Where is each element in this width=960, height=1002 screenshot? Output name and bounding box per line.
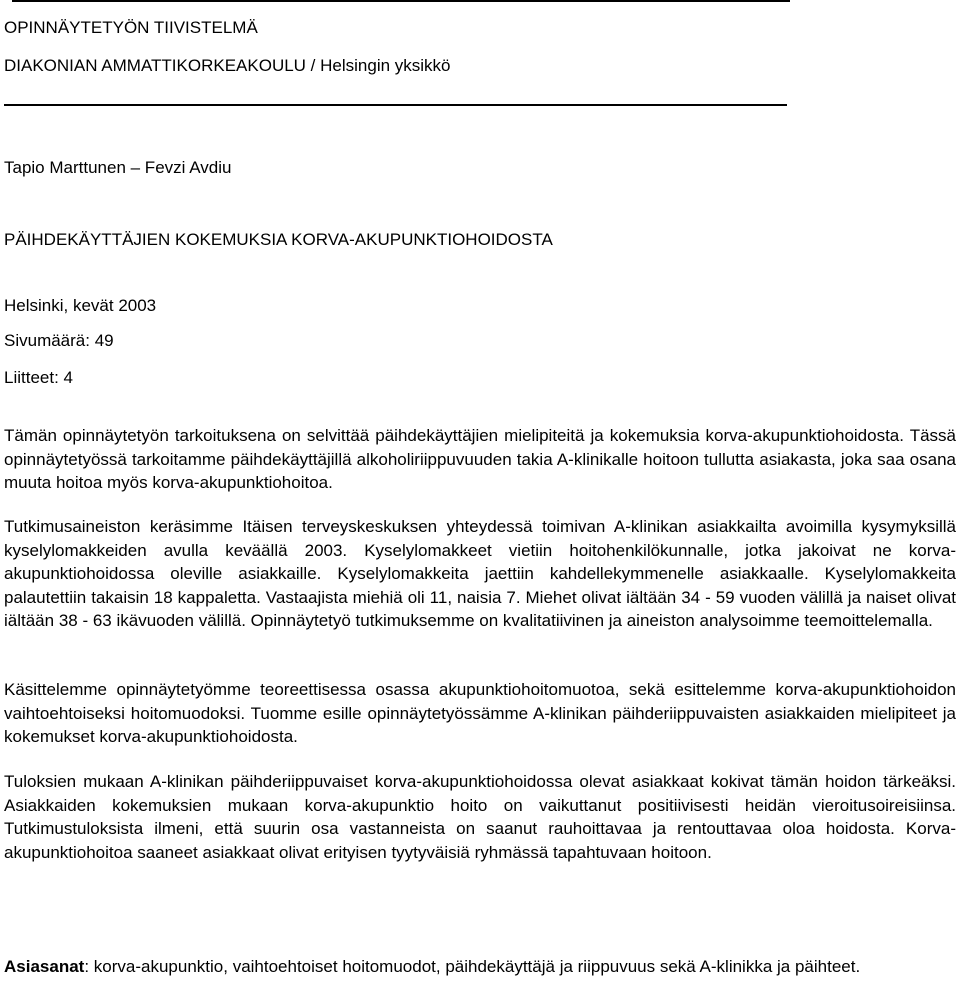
abstract-paragraph-purpose: Tämän opinnäytetyön tarkoituksena on selvittää päihdekäyttäjien mielipiteitä ja kokemuksia korva-akupunktiohoidosta. Tässä opinnäytetyössä tarkoitamme päihdekäyttäjillä alkoholiriippuvuuden takia A-klinikalle hoitoon tullutta asiakasta, joka saa osana muuta hoitoa myös korva-akupunktiohoitoa. <box>4 426 956 492</box>
keywords-separator: : <box>84 957 90 976</box>
top-rule <box>12 0 790 2</box>
keywords-text: korva-akupunktio, vaihtoehtoiset hoitomuodot, päihdekäyttäjä ja riippuvuus sekä A-klinikka ja päihteet. <box>89 957 861 976</box>
thesis-title: PÄIHDEKÄYTTÄJIEN KOKEMUKSIA KORVA-AKUPUNKTIOHOIDOSTA <box>4 230 553 249</box>
abstract-paragraph-theory: Käsittelemme opinnäytetyömme teoreettisessa osassa akupunktiohoitomuotoa, sekä esittelemme korva-akupunktiohoidon vaihtoehtoiseksi hoitomuodoksi. Tuomme esille opinnäytetyössämme A-klinikan päihderiippuvaisten asiakkaiden mielipiteet ja kokemukset korva-akupunktiohoidosta. <box>4 680 956 746</box>
page-count: Sivumäärä: 49 <box>4 331 114 350</box>
form-title: OPINNÄYTETYÖN TIIVISTELMÄ <box>4 18 258 37</box>
authors: Tapio Marttunen – Fevzi Avdiu <box>4 158 232 177</box>
abstract-paragraph-method: Tutkimusaineiston keräsimme Itäisen terveyskeskuksen yhteydessä toimivan A-klinikan asiakkailta avoimilla kysymyksillä kyselylomakkeiden avulla keväällä 2003. Kyselylomakkeet vietiin hoitohenkilökunnalle, jotka jakoivat ne korva-akupunktiohoidossa oleville asiakkaille. Kyselylomakkeita jaettiin kahdellekymmenelle asiakkaalle. Kyselylomakkeita palautettiin takaisin 18 kappaletta. Vastaajista miehiä oli 11, naisia 7. Miehet olivat iältään 34 - 59 vuoden välillä ja naiset olivat iältään 38 - 63 ikävuoden välillä. Opinnäytetyö tutkimuksemme on kvalitatiivinen ja aineiston analysoimme teemoittelemalla. <box>4 517 956 630</box>
abstract-page <box>4 0 956 1002</box>
header-rule <box>4 104 787 106</box>
institution: DIAKONIAN AMMATTIKORKEAKOULU / Helsingin yksikkö <box>4 56 451 75</box>
appendix-count: Liitteet: 4 <box>4 368 73 387</box>
keywords <box>4 955 956 979</box>
place-date: Helsinki, kevät 2003 <box>4 296 157 315</box>
abstract-paragraph-results: Tuloksien mukaan A-klinikan päihderiippuvaiset korva-akupunktiohoidossa olevat asiakkaat kokivat tämän hoidon tärkeäksi. Asiakkaiden kokemuksien mukaan korva-akupunktio hoito on vaikuttanut positiivisesti heidän vieroitusoireisiinsa. Tutkimustuloksista ilmeni, että suurin osa vastanneista on saanut rauhoittavaa ja rentouttavaa oloa hoidosta. Korva-akupunktiohoitoa saaneet asiakkaat olivat erityisen tyytyväisiä ryhmässä tapahtuvaan hoitoon. <box>4 772 956 862</box>
keywords-label: Asiasanat <box>4 957 85 976</box>
